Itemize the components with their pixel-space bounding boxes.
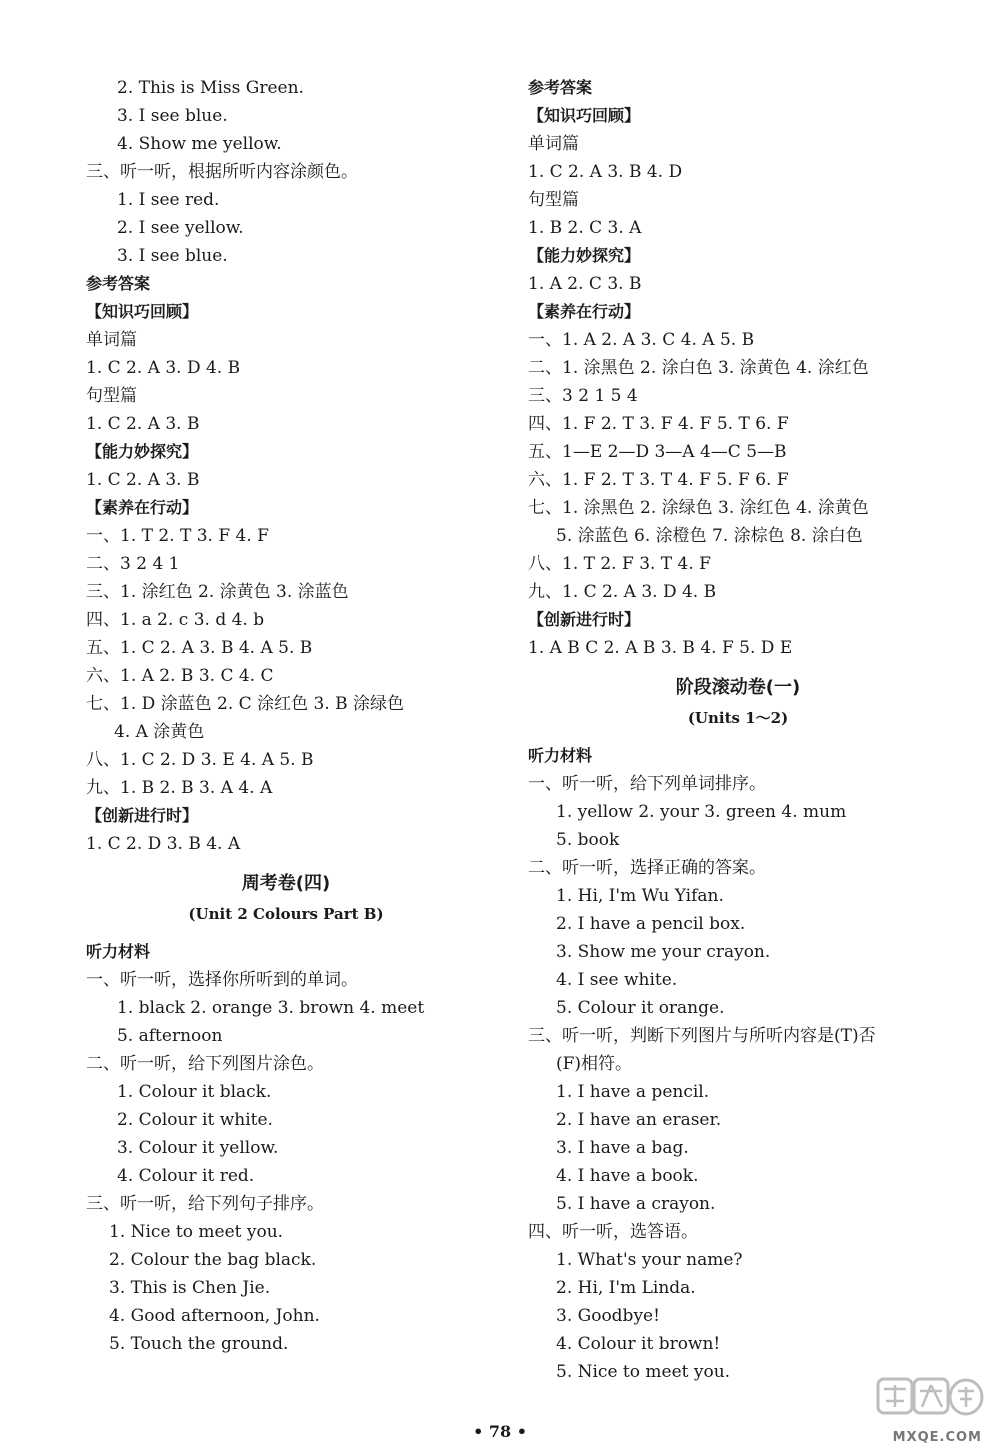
- listening-item: 2. Colour it white.: [117, 1110, 273, 1130]
- question-heading: 一、听一听，给下列单词排序。: [528, 774, 766, 794]
- answer-line: 五、1—E 2—D 3—A 4—C 5—B: [528, 442, 787, 462]
- answer-line: 5. 涂蓝色 6. 涂橙色 7. 涂棕色 8. 涂白色: [556, 526, 863, 546]
- listening-item: 2. Hi, I'm Linda.: [556, 1278, 696, 1298]
- answer-line: 九、1. B 2. B 3. A 4. A: [86, 778, 273, 798]
- sentences-label: 句型篇: [86, 386, 137, 406]
- question-heading: 三、听一听，判断下列图片与所听内容是(T)否: [528, 1026, 876, 1046]
- answer-line: 1. C 2. D 3. B 4. A: [86, 834, 241, 854]
- listening-item: 4. Show me yellow.: [117, 134, 282, 154]
- listening-item: 1. What's your name?: [556, 1250, 743, 1270]
- listening-item: 2. Colour the bag black.: [109, 1250, 317, 1270]
- listening-item: 3. This is Chen Jie.: [109, 1278, 271, 1298]
- answer-line: 九、1. C 2. A 3. D 4. B: [528, 582, 717, 602]
- listening-item: 5. Touch the ground.: [109, 1334, 289, 1354]
- listening-item: 3. Goodbye!: [556, 1306, 660, 1326]
- answer-line: 二、1. 涂黑色 2. 涂白色 3. 涂黄色 4. 涂红色: [528, 358, 869, 378]
- answer-line: 三、1. 涂红色 2. 涂黄色 3. 涂蓝色: [86, 582, 349, 602]
- answer-line: 五、1. C 2. A 3. B 4. A 5. B: [86, 638, 313, 658]
- listening-item: 3. I have a bag.: [556, 1138, 689, 1158]
- listening-item: 5. Colour it orange.: [556, 998, 725, 1018]
- innovation-heading: 【创新进行时】: [86, 806, 199, 825]
- words-label: 单词篇: [86, 330, 137, 350]
- answer-line: 八、1. C 2. D 3. E 4. A 5. B: [86, 750, 314, 770]
- answer-line: 一、1. A 2. A 3. C 4. A 5. B: [528, 330, 755, 350]
- answer-line: 1. A 2. C 3. B: [528, 274, 642, 294]
- answer-line: 1. C 2. A 3. D 4. B: [86, 358, 241, 378]
- question-heading: 一、听一听，选择你所听到的单词。: [86, 970, 358, 990]
- answer-line: 1. C 2. A 3. B: [86, 414, 200, 434]
- watermark-site: MXQE.COM: [892, 1430, 982, 1445]
- listening-item: 1. Nice to meet you.: [109, 1222, 284, 1242]
- answer-line: 三、3 2 1 5 4: [528, 386, 638, 406]
- answer-line: 1. A B C 2. A B 3. B 4. F 5. D E: [528, 638, 793, 658]
- question-heading: 二、听一听，给下列图片涂色。: [86, 1054, 324, 1074]
- listening-item: 3. Colour it yellow.: [117, 1138, 279, 1158]
- listening-item: 5. I have a crayon.: [556, 1194, 716, 1214]
- answer-line: 四、1. F 2. T 3. F 4. F 5. T 6. F: [528, 414, 789, 434]
- stage-subtitle: (Units 1～2): [687, 709, 789, 727]
- listening-item: 1. Colour it black.: [117, 1082, 272, 1102]
- words-label: 单词篇: [528, 134, 579, 154]
- ability-heading: 【能力妙探究】: [86, 442, 199, 461]
- answer-line: 八、1. T 2. F 3. T 4. F: [528, 554, 711, 574]
- listening-item: 4. Colour it brown!: [556, 1334, 721, 1354]
- answer-line: 六、1. A 2. B 3. C 4. C: [86, 666, 274, 686]
- listening-item: 4. Colour it red.: [117, 1166, 255, 1186]
- listening-item: 2. I have an eraser.: [556, 1110, 722, 1130]
- listening-item: 3. I see blue.: [117, 106, 228, 126]
- question-heading: 二、听一听，选择正确的答案。: [528, 858, 766, 878]
- listening-item: 4. I have a book.: [556, 1166, 699, 1186]
- answer-line: 1. C 2. A 3. B: [86, 470, 200, 490]
- answer-line: 二、3 2 4 1: [86, 554, 180, 574]
- review-heading: 【知识巧回顾】: [528, 106, 641, 125]
- listening-item: 5. book: [556, 830, 620, 850]
- left-column: [86, 74, 486, 1358]
- question-heading: 三、听一听，根据所听内容涂颜色。: [86, 162, 358, 182]
- answer-line: 七、1. 涂黑色 2. 涂绿色 3. 涂红色 4. 涂黄色: [528, 498, 869, 518]
- listening-item: 1. black 2. orange 3. brown 4. meet: [117, 998, 425, 1018]
- listening-item: 3. Show me your crayon.: [556, 942, 771, 962]
- listening-heading: 听力材料: [86, 942, 151, 961]
- answers-heading: 参考答案: [528, 78, 593, 97]
- quiz-title: 周考卷(四): [241, 873, 331, 894]
- action-heading: 【素养在行动】: [86, 498, 199, 517]
- ability-heading: 【能力妙探究】: [528, 246, 641, 265]
- question-heading: 四、听一听，选答语。: [528, 1222, 698, 1242]
- answer-line: 4. A 涂黄色: [114, 722, 205, 742]
- listening-item: 2. I have a pencil box.: [556, 914, 746, 934]
- answer-line: 七、1. D 涂蓝色 2. C 涂红色 3. B 涂绿色: [86, 694, 405, 714]
- listening-item: 4. I see white.: [556, 970, 678, 990]
- listening-item: 1. Hi, I'm Wu Yifan.: [556, 886, 724, 906]
- answer-line: 1. C 2. A 3. B 4. D: [528, 162, 683, 182]
- quiz-subtitle: (Unit 2 Colours Part B): [188, 905, 384, 923]
- right-column: [528, 74, 948, 1386]
- listening-item: 2. I see yellow.: [117, 218, 244, 238]
- action-heading: 【素养在行动】: [528, 302, 641, 321]
- innovation-heading: 【创新进行时】: [528, 610, 641, 629]
- sentences-label: 句型篇: [528, 190, 579, 210]
- listening-item: 1. I see red.: [117, 190, 220, 210]
- listening-item: 1. I have a pencil.: [556, 1082, 710, 1102]
- listening-item: 5. afternoon: [117, 1026, 223, 1046]
- listening-heading: 听力材料: [528, 746, 593, 765]
- answer-line: 一、1. T 2. T 3. F 4. F: [86, 526, 269, 546]
- answers-heading: 参考答案: [86, 274, 151, 293]
- answer-line: 四、1. a 2. c 3. d 4. b: [86, 610, 265, 630]
- stage-title: 阶段滚动卷(一): [675, 677, 801, 698]
- answer-line: 六、1. F 2. T 3. T 4. F 5. F 6. F: [528, 470, 789, 490]
- listening-item: 3. I see blue.: [117, 246, 228, 266]
- question-heading: 三、听一听，给下列句子排序。: [86, 1194, 324, 1214]
- listening-item: 4. Good afternoon, John.: [109, 1306, 320, 1326]
- listening-item: 2. This is Miss Green.: [117, 78, 304, 98]
- listening-item: 5. Nice to meet you.: [556, 1362, 731, 1382]
- listening-item: 1. yellow 2. your 3. green 4. mum: [556, 802, 847, 822]
- page-number: • 78 •: [473, 1422, 527, 1441]
- question-heading-continued: (F)相符。: [556, 1054, 633, 1074]
- review-heading: 【知识巧回顾】: [86, 302, 199, 321]
- answer-line: 1. B 2. C 3. A: [528, 218, 642, 238]
